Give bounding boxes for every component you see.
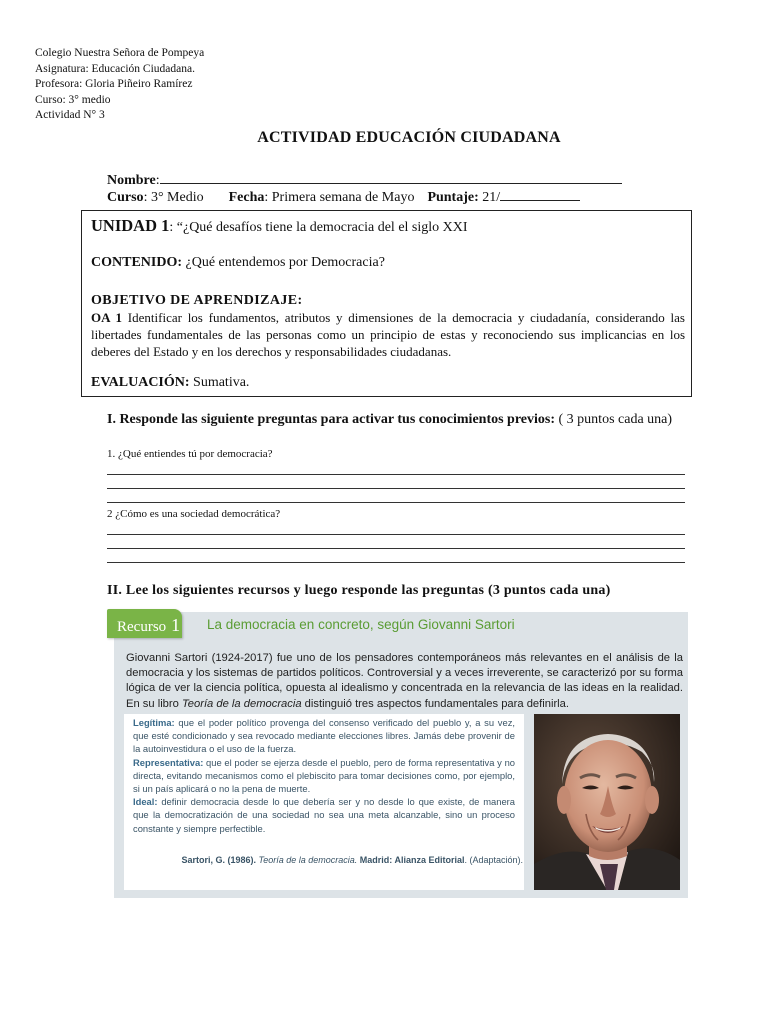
evaluacion-label: EVALUACIÓN: — [91, 375, 190, 390]
course-line: Curso: 3° medio — [35, 93, 111, 106]
recurso-intro — [126, 651, 683, 712]
cite-title: Teoría de la democracia. — [256, 855, 358, 865]
sartori-portrait-image — [534, 714, 680, 890]
fecha-label: Fecha — [228, 190, 265, 205]
def-text: definir democracia desde lo que debería ser y no desde lo que existe, de manera que la democratización de una sociedad no sea una meta alcanzable, sino un proceso constante y siempre perfectible. — [133, 796, 515, 834]
unidad-label: UNIDAD 1 — [91, 216, 170, 235]
contenido-label: CONTENIDO: — [91, 255, 183, 270]
objetivo-label: OBJETIVO DE APRENDIZAJE: — [91, 293, 303, 308]
answer-line[interactable] — [107, 562, 685, 563]
nombre-row — [107, 171, 622, 189]
unidad-row — [91, 216, 468, 236]
section2-title: II. Lee los siguientes recursos y luego responde las preguntas (3 puntos cada una) — [107, 583, 611, 598]
question-2: 2 ¿Cómo es una sociedad democrática? — [107, 508, 281, 520]
recurso-tab-number: 1 — [171, 615, 181, 635]
page-title: ACTIVIDAD EDUCACIÓN CIUDADANA — [257, 129, 561, 146]
curso-value: : 3° Medio — [143, 190, 204, 205]
definition-ideal — [133, 795, 515, 835]
section2-heading — [107, 583, 685, 599]
curso-row — [107, 188, 580, 206]
teacher-line: Profesora: Gloria Piñeiro Ramírez — [35, 78, 193, 90]
cite-pub-label: Madrid: — [357, 855, 393, 865]
cite-publisher: Alianza Editorial — [392, 855, 465, 865]
recurso-tab — [107, 609, 182, 638]
answer-line[interactable] — [107, 474, 685, 475]
oa-label: OA 1 — [91, 310, 123, 325]
def-label: Legítima: — [133, 717, 175, 728]
citation — [126, 855, 523, 865]
oa-paragraph — [91, 309, 685, 360]
def-text: que el poder se ejerza desde el pueblo, pero de forma representativa y no directa, evitando mecanismos como el plebiscito para tomar decisiones como, por ejemplo, si un país aplicará o no la pena de muerte. — [133, 756, 515, 795]
cite-end: . (Adaptación). — [464, 855, 523, 865]
evaluacion-text: Sumativa. — [189, 375, 250, 390]
intro-book-title: Teoría de la democracia — [181, 697, 302, 710]
subject-line: Asignatura: Educación Ciudadana. — [35, 62, 195, 75]
answer-line[interactable] — [107, 502, 685, 503]
puntaje-label: Puntaje: — [427, 190, 479, 205]
def-text: que el poder político provenga del consenso verificado del pueblo y, a su vez, que esté condicionado y sea revocado mediante elecciones libres. Jamás debe provenir de la autoinvestidura o el uso de la fuerza. — [133, 717, 515, 755]
definition-representativa — [133, 756, 515, 796]
section1-points: ( 3 puntos cada una) — [555, 412, 673, 427]
oa-text: Identificar los fundamentos, atributos y dimensiones de la democracia y ciudadanía, considerando las libertades fundamentales de las personas como un principio de estas y reconociendo sus implicancias en los deberes del Estado y en los derechos y responsabilidades ciudadanas. — [91, 310, 685, 359]
curso-label: Curso — [107, 190, 144, 205]
contenido-row — [91, 255, 385, 271]
recurso-title: La democracia en concreto, según Giovanni Sartori — [207, 617, 515, 632]
portrait-svg — [534, 714, 680, 890]
evaluacion-row — [91, 375, 249, 391]
answer-line[interactable] — [107, 548, 685, 549]
school-name: Colegio Nuestra Señora de Pompeya — [35, 47, 205, 59]
def-label: Representativa: — [133, 756, 204, 768]
section1-title: I. Responde las siguiente preguntas para activar tus conocimientos previos: — [107, 412, 556, 427]
answer-line[interactable] — [107, 488, 685, 489]
cite-author: Sartori, G. (1986). — [181, 855, 257, 865]
nombre-label: Nombre — [107, 173, 156, 188]
activity-line: Actividad N° 3 — [35, 109, 105, 121]
nombre-field[interactable] — [160, 171, 622, 184]
definitions-list — [133, 716, 515, 835]
answer-line[interactable] — [107, 534, 685, 535]
intro-text-2: distinguió tres aspectos fundamentales para definirla. — [301, 697, 569, 710]
intro-text-1: Giovanni Sartori (1924-2017) fue uno de los pensadores contemporáneos más relevantes en el análisis de la democracia y los sistemas de partidos políticos. Controversial y a veces irreverente, se caracterizó por su forma lógica de ver la ciencia política, opuesta al idealismo y concentrada en la relevancia de las ideas en la realidad. En su libro — [126, 652, 683, 710]
puntaje-value: 21/ — [482, 190, 501, 205]
question-1: 1. ¿Qué entiendes tú por democracia? — [107, 448, 273, 460]
recurso-tab-label: Recurso — [117, 619, 167, 635]
header-block — [35, 46, 204, 124]
contenido-text: ¿Qué entendemos por Democracia? — [182, 255, 385, 270]
section1-heading — [107, 411, 684, 428]
nombre-colon: : — [155, 173, 160, 188]
unidad-text: : “¿Qué desafíos tiene la democracia del el siglo XXI — [169, 220, 468, 235]
definition-legitima — [133, 716, 515, 756]
puntaje-field[interactable] — [500, 188, 580, 201]
fecha-value: : Primera semana de Mayo — [264, 190, 415, 205]
def-label: Ideal: — [133, 796, 158, 808]
